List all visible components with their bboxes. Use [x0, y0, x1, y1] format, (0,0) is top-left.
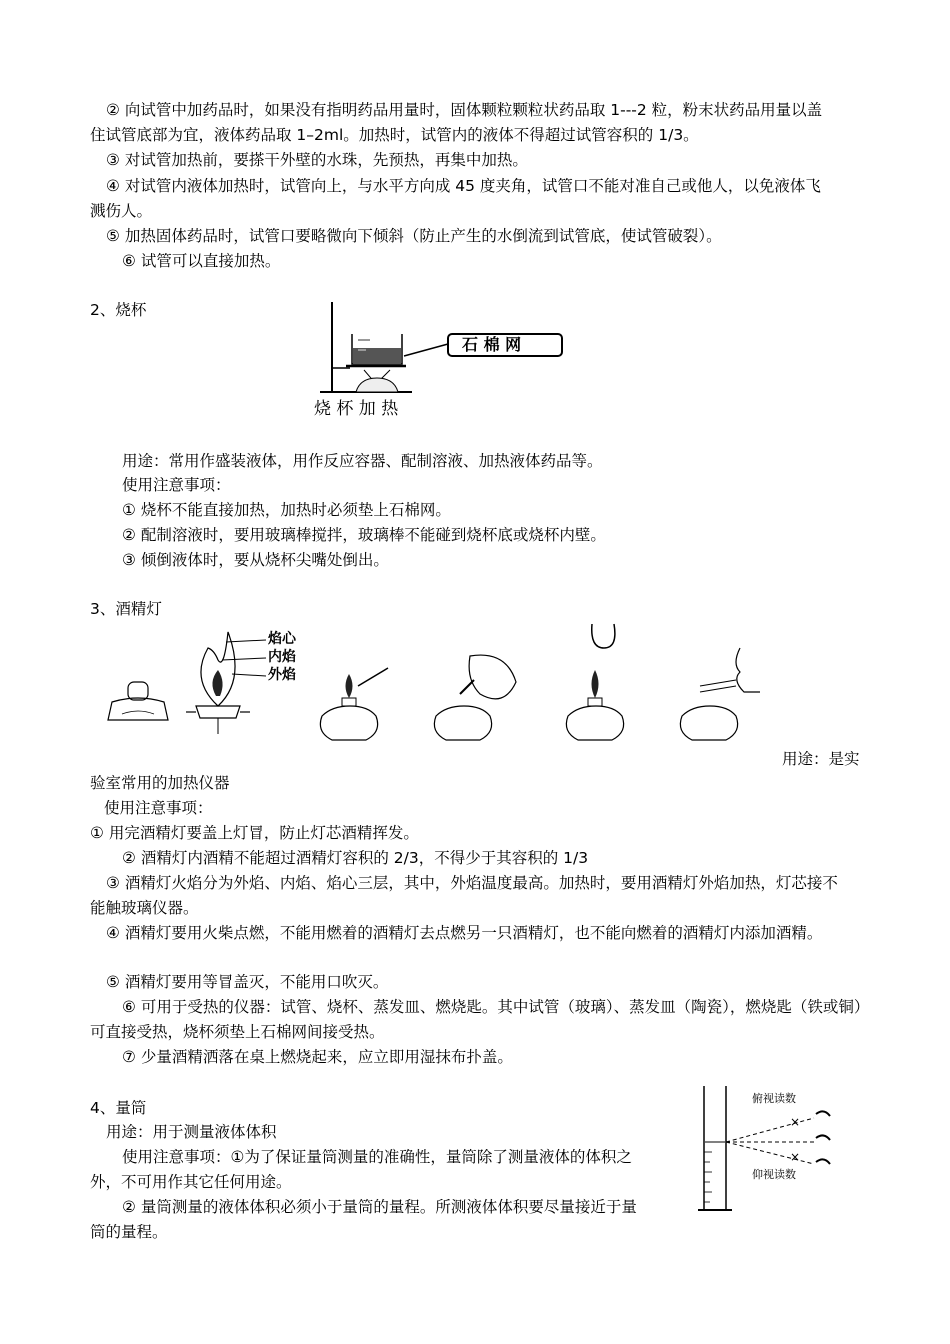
- asbestos-gauze-label: 石 棉 网: [462, 335, 522, 354]
- beaker-heading: 2、烧杯: [90, 301, 147, 319]
- tube-note-2b: 住试管底部为宜，液体药品取 1–2ml。加热时，试管内的液体不得超过试管容积的 1/3。: [90, 126, 699, 144]
- beaker-heating-figure: [312, 300, 568, 422]
- svg-text:×: ×: [790, 1150, 801, 1164]
- tube-note-2a: ② 向试管中加药品时，如果没有指明药品用量时，固体颗粒颗粒状药品取 1---2 粒，粉末状药品用量以盖: [106, 101, 823, 119]
- beaker-figure-caption: 烧 杯 加 热: [314, 399, 399, 419]
- beaker-note-2: ② 配制溶液时，要用玻璃棒搅拌，玻璃棒不能碰到烧杯底或烧杯内壁。: [122, 526, 606, 544]
- lamp-note-4: ④ 酒精灯要用火柴点燃，不能用燃着的酒精灯去点燃另一只酒精灯，也不能向燃着的酒精灯内添加酒精。: [106, 924, 823, 942]
- lamp-usage-a: 用途：是实: [782, 750, 860, 768]
- lamp-heading: 3、酒精灯: [90, 600, 162, 618]
- lamp-notes-title: 使用注意事项：: [104, 799, 213, 817]
- lamp-note-3a: ③ 酒精灯火焰分为外焰、内焰、焰心三层，其中，外焰温度最高。加热时，要用酒精灯外焰加热，灯芯接不: [106, 874, 838, 892]
- cylinder-usage: 用途：用于测量液体体积: [106, 1123, 277, 1141]
- top-view-reading-label: 俯视读数: [752, 1092, 796, 1105]
- cylinder-note-2b: 筒的量程。: [90, 1223, 168, 1241]
- tube-note-6: ⑥ 试管可以直接加热。: [122, 252, 281, 270]
- flame-label-outer: 外焰: [268, 667, 296, 683]
- tube-note-3: ③ 对试管加热前，要搽干外壁的水珠，先预热，再集中加热。: [106, 151, 528, 169]
- cylinder-note-2a: ② 量筒测量的液体体积必须小于量筒的量程。所测液体体积要尽量接近于量: [122, 1198, 637, 1216]
- tube-note-5: ⑤ 加热固体药品时，试管口要略微向下倾斜（防止产生的水倒流到试管底，使试管破裂）。: [106, 227, 722, 245]
- bottom-view-reading-label: 仰视读数: [752, 1168, 796, 1181]
- cylinder-reading-figure: [690, 1082, 840, 1214]
- lamp-usage-b: 验室常用的加热仪器: [90, 774, 230, 792]
- beaker-note-3: ③ 倾倒液体时，要从烧杯尖嘴处倒出。: [122, 551, 389, 569]
- alcohol-lamp-figures: [100, 620, 780, 750]
- lamp-note-6a: ⑥ 可用于受热的仪器：试管、烧杯、蒸发皿、燃烧匙。其中试管（玻璃）、蒸发皿（陶瓷），燃烧匙（铁或铜）: [122, 998, 870, 1016]
- lamp-note-5: ⑤ 酒精灯要用等冒盖灭，不能用口吹灭。: [106, 973, 389, 991]
- tube-note-4a: ④ 对试管内液体加热时，试管向上，与水平方向成 45 度夹角，试管口不能对准自己或他人，以免液体飞: [106, 177, 821, 195]
- lamp-note-2: ② 酒精灯内酒精不能超过酒精灯容积的 2/3，不得少于其容积的 1/3: [122, 849, 589, 867]
- beaker-usage: 用途：常用作盛装液体，用作反应容器、配制溶液、加热液体药品等。: [122, 452, 603, 470]
- lamp-note-1: ① 用完酒精灯要盖上灯冒，防止灯芯酒精挥发。: [90, 824, 419, 842]
- tube-note-4b: 溅伤人。: [90, 202, 153, 220]
- cylinder-note-1a: 使用注意事项：①为了保证量筒测量的准确性，量筒除了测量液体的体积之: [122, 1148, 632, 1166]
- flame-label-inner: 内焰: [268, 649, 296, 665]
- lamp-note-3b: 能触玻璃仪器。: [90, 899, 199, 917]
- cylinder-heading: 4、量筒: [90, 1099, 147, 1117]
- lamp-note-6b: 可直接受热，烧杯须垫上石棉网间接受热。: [90, 1023, 385, 1041]
- svg-text:×: ×: [790, 1115, 801, 1129]
- lamp-note-7: ⑦ 少量酒精洒落在桌上燃烧起来，应立即用湿抹布扑盖。: [122, 1048, 513, 1066]
- cylinder-note-1b: 外，不可用作其它任何用途。: [90, 1173, 292, 1191]
- beaker-note-1: ① 烧杯不能直接加热，加热时必须垫上石棉网。: [122, 501, 451, 519]
- beaker-notes-title: 使用注意事项：: [122, 476, 231, 494]
- flame-label-core: 焰心: [268, 631, 296, 647]
